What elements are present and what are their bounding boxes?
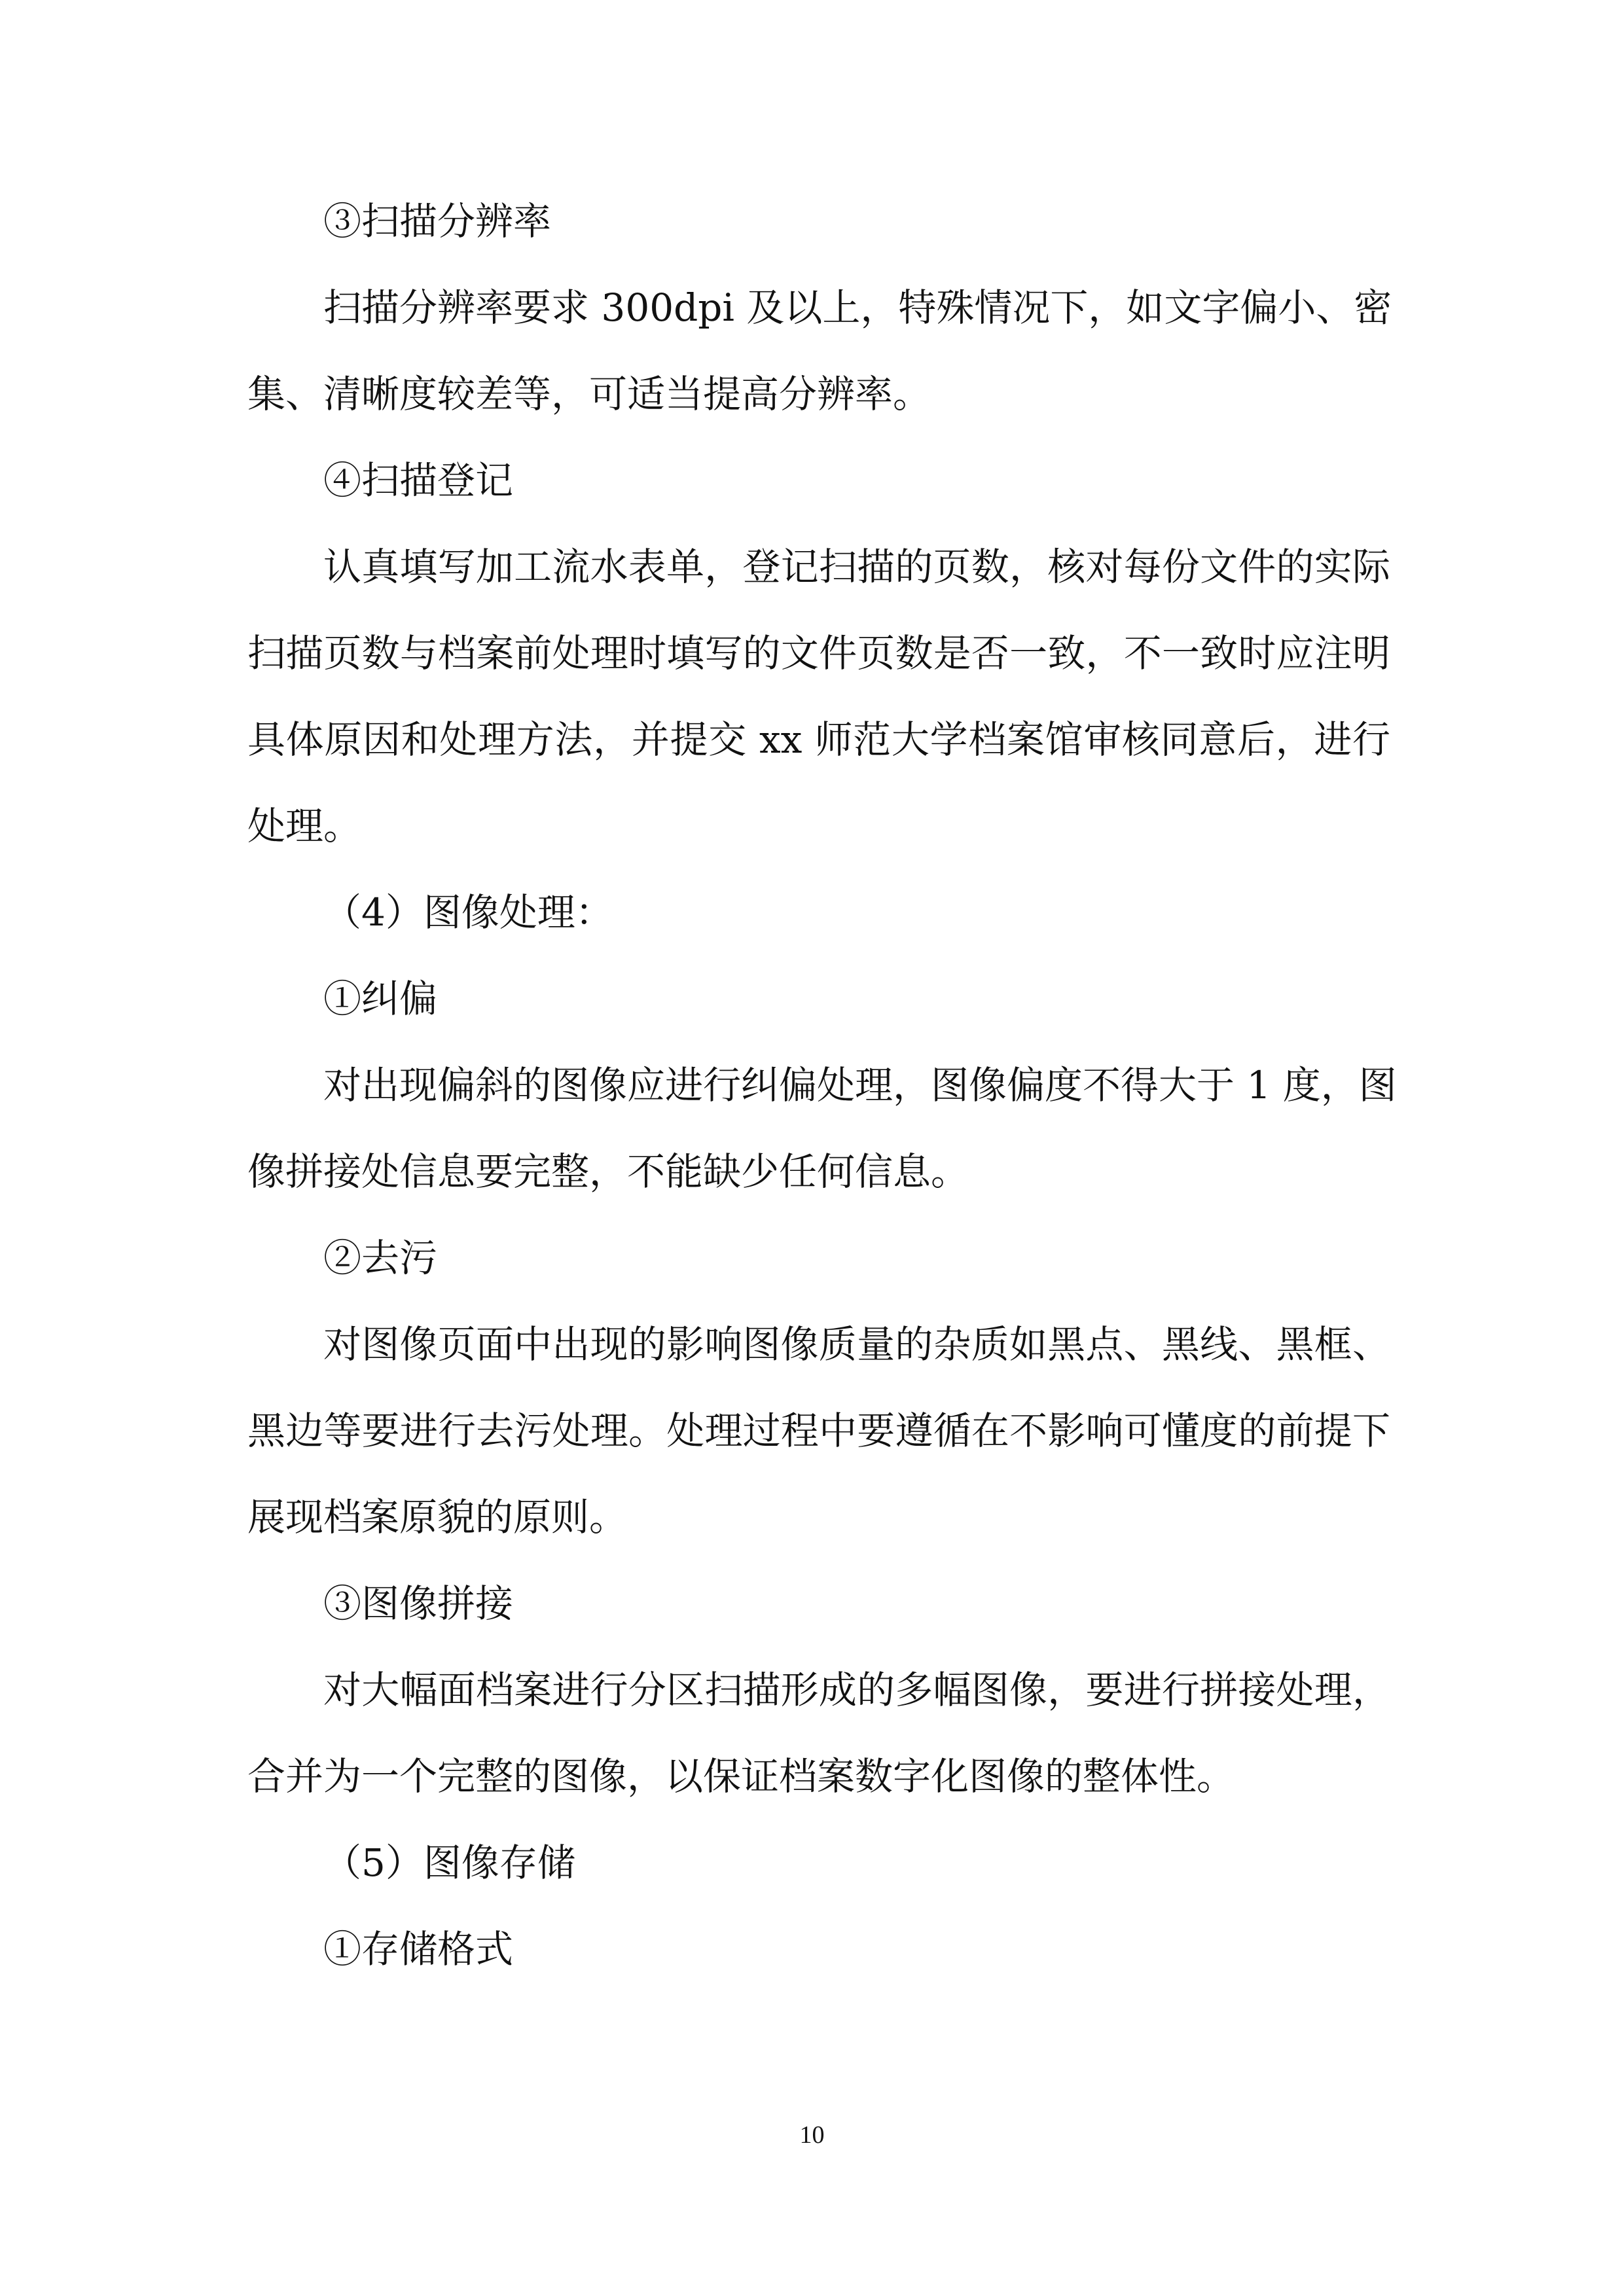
paragraph-line: 对出现偏斜的图像应进行纠偏处理，图像偏度不得大于 1 度，图 bbox=[323, 1063, 1397, 1107]
subheading-image-stitching: ③图像拼接 bbox=[323, 1581, 514, 1626]
paragraph-line: 处理。 bbox=[247, 804, 362, 848]
paragraph-line: 集、清晰度较差等，可适当提高分辨率。 bbox=[247, 372, 931, 416]
page-number: 10 bbox=[799, 2121, 825, 2149]
paragraph-line: 对图像页面中出现的影响图像质量的杂质如黑点、黑线、黑框、 bbox=[323, 1322, 1390, 1367]
paragraph-line: 像拼接处信息要完整，不能缺少任何信息。 bbox=[247, 1149, 969, 1194]
paragraph-line: 扫描分辨率要求 300dpi 及以上，特殊情况下，如文字偏小、密 bbox=[323, 285, 1392, 330]
subheading-scan-resolution: ③扫描分辨率 bbox=[323, 199, 552, 243]
paragraph-line: 对大幅面档案进行分区扫描形成的多幅图像，要进行拼接处理， bbox=[323, 1668, 1390, 1712]
section-heading-image-processing: （4）图像处理： bbox=[323, 890, 613, 935]
subheading-decontaminate: ②去污 bbox=[323, 1236, 438, 1280]
subheading-deskew: ①纠偏 bbox=[323, 977, 438, 1021]
paragraph-line: 具体原因和处理方法，并提交 xx 师范大学档案馆审核同意后，进行 bbox=[247, 717, 1390, 762]
paragraph-line: 扫描页数与档案前处理时填写的文件页数是否一致，不一致时应注明 bbox=[247, 631, 1390, 675]
paragraph-line: 展现档案原貌的原则。 bbox=[247, 1495, 628, 1539]
subheading-storage-format: ①存储格式 bbox=[323, 1927, 514, 1971]
section-heading-image-storage: （5）图像存储 bbox=[323, 1840, 575, 1885]
paragraph-line: 认真填写加工流水表单，登记扫描的页数，核对每份文件的实际 bbox=[323, 545, 1390, 589]
paragraph-line: 合并为一个完整的图像，以保证档案数字化图像的整体性。 bbox=[247, 1754, 1235, 1799]
subheading-scan-registration: ④扫描登记 bbox=[323, 458, 514, 503]
paragraph-line: 黑边等要进行去污处理。处理过程中要遵循在不影响可懂度的前提下 bbox=[247, 1408, 1390, 1453]
